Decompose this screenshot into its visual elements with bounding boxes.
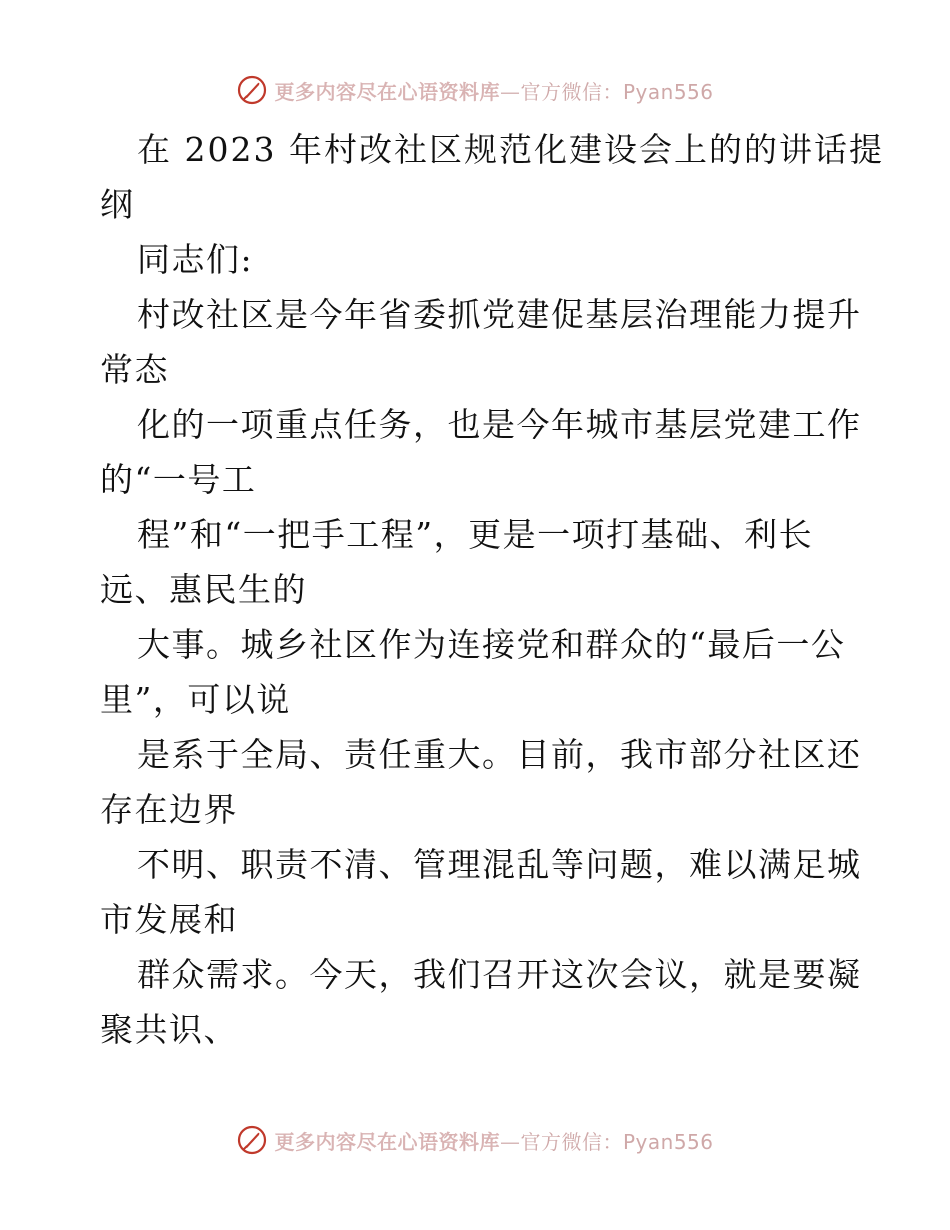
document-body <box>100 122 884 1057</box>
text-line: 聚共识、 <box>100 1010 238 1049</box>
quill-circle-logo-icon <box>236 1124 268 1156</box>
footer-watermark <box>0 1120 950 1160</box>
text-line: 是系于全局、责任重大。目前，我市部分社区还 <box>137 735 862 774</box>
watermark-separator: — <box>499 1129 521 1154</box>
watermark-slogan: 更多内容尽在心语资料库 <box>274 1129 500 1154</box>
text-line: 程”和“一把手工程”，更是一项打基础、利长 <box>137 515 814 554</box>
watermark-text-group <box>274 1126 713 1155</box>
text-line: 村改社区是今年省委抓党建促基层治理能力提升 <box>137 295 862 334</box>
watermark-wechat-label: 官方微信： <box>520 1129 623 1154</box>
text-line: 的“一号工 <box>100 460 257 499</box>
quill-circle-logo-icon <box>236 74 268 106</box>
text-line: 常态 <box>100 350 169 389</box>
watermark-slogan: 更多内容尽在心语资料库 <box>274 79 500 104</box>
text-line: 大事。城乡社区作为连接党和群众的“最后一公 <box>137 625 846 664</box>
text-line: 远、惠民生的 <box>100 570 307 609</box>
watermark-text-group <box>274 76 713 105</box>
text-line: 存在边界 <box>100 790 238 829</box>
text-line: 群众需求。今天，我们召开这次会议，就是要凝 <box>137 955 862 994</box>
text-line: 化的一项重点任务，也是今年城市基层党建工作 <box>137 405 862 444</box>
text-line: 不明、职责不清、管理混乱等问题，难以满足城 <box>137 845 862 884</box>
text-line: 纲 <box>100 185 135 224</box>
watermark-wechat-id: Pyan556 <box>622 1129 714 1154</box>
text-line: 在 2023 年村改社区规范化建设会上的的讲话提 <box>137 130 884 169</box>
watermark-wechat-label: 官方微信： <box>520 79 623 104</box>
text-line: 里”，可以说 <box>100 680 291 719</box>
header-watermark <box>0 70 950 110</box>
watermark-separator: — <box>499 79 521 104</box>
watermark-wechat-id: Pyan556 <box>622 79 714 104</box>
text-line: 同志们: <box>137 240 254 279</box>
text-line: 市发展和 <box>100 900 238 939</box>
